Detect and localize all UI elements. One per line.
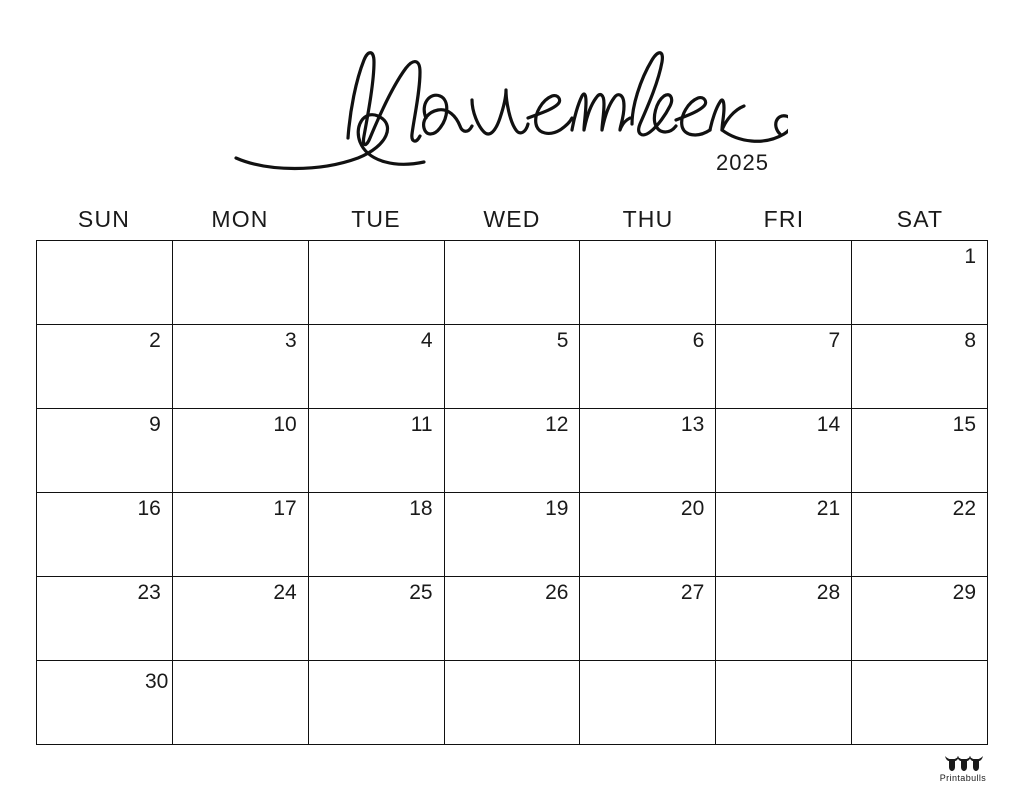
- day-number: 23: [137, 581, 161, 604]
- day-cell[interactable]: [445, 409, 581, 493]
- day-cell[interactable]: [309, 661, 445, 745]
- day-number: 1: [964, 245, 976, 268]
- day-cell[interactable]: [173, 325, 309, 409]
- day-cell[interactable]: [37, 577, 173, 661]
- day-cell[interactable]: [173, 241, 309, 325]
- day-cell[interactable]: [37, 493, 173, 577]
- day-cell[interactable]: [173, 577, 309, 661]
- day-cell[interactable]: [716, 241, 852, 325]
- day-number: 6: [692, 329, 705, 352]
- day-number: 27: [680, 581, 705, 604]
- bull-heads-icon: [928, 752, 998, 772]
- day-cell[interactable]: [445, 241, 581, 325]
- day-cell[interactable]: [445, 661, 581, 745]
- day-number: 21: [816, 497, 841, 520]
- day-cell[interactable]: [580, 577, 716, 661]
- page-title: [0, 18, 1024, 178]
- day-cell[interactable]: [309, 241, 445, 325]
- day-number: 20: [680, 497, 705, 520]
- day-number: 11: [410, 413, 433, 436]
- brand-logo: [928, 752, 998, 783]
- day-cell[interactable]: [716, 661, 852, 745]
- day-number: 18: [409, 497, 433, 520]
- weekday-header-sun: SUN: [77, 205, 131, 232]
- day-cell[interactable]: [852, 577, 988, 661]
- day-cell[interactable]: [309, 409, 445, 493]
- day-number: 10: [273, 413, 297, 436]
- day-cell[interactable]: [852, 409, 988, 493]
- day-cell[interactable]: [852, 325, 988, 409]
- day-number: 29: [952, 581, 976, 604]
- day-number: 2: [149, 329, 161, 352]
- day-cell[interactable]: [445, 577, 581, 661]
- day-number: 17: [273, 497, 297, 520]
- day-cell[interactable]: [580, 409, 716, 493]
- weekday-header-sat: SAT: [896, 205, 944, 232]
- day-number: 9: [149, 413, 161, 436]
- day-number: 12: [545, 413, 569, 436]
- day-cell[interactable]: [580, 241, 716, 325]
- day-cell[interactable]: [37, 409, 173, 493]
- day-cell[interactable]: [309, 325, 445, 409]
- day-number: 26: [545, 581, 569, 604]
- day-cell[interactable]: [580, 661, 716, 745]
- weekday-header-row: [36, 198, 988, 240]
- weekday-header-fri: FRI: [763, 205, 805, 232]
- weekday-header-thu: THU: [622, 205, 674, 232]
- day-number: 15: [952, 413, 976, 436]
- day-number: 19: [545, 497, 569, 520]
- brand-name: Printabulls: [939, 773, 987, 783]
- day-cell[interactable]: [852, 661, 988, 745]
- day-cell[interactable]: [37, 661, 173, 745]
- day-number: 14: [816, 413, 841, 436]
- year-label: 2025: [716, 150, 769, 175]
- day-number: 4: [420, 329, 433, 352]
- day-cell[interactable]: [309, 493, 445, 577]
- weekday-header-tue: TUE: [351, 205, 401, 232]
- day-number: 25: [409, 581, 433, 604]
- day-cell[interactable]: [445, 493, 581, 577]
- weekday-header-mon: MON: [211, 205, 269, 232]
- weekday-header-wed: WED: [483, 205, 541, 232]
- day-cell[interactable]: [37, 241, 173, 325]
- day-number: 24: [273, 581, 297, 604]
- day-number: 7: [828, 329, 841, 352]
- day-cell[interactable]: [852, 241, 988, 325]
- calendar-grid: [36, 240, 988, 745]
- day-cell[interactable]: [309, 577, 445, 661]
- day-number: 16: [137, 497, 161, 520]
- day-cell[interactable]: [445, 325, 581, 409]
- day-number: 5: [556, 329, 569, 352]
- day-cell[interactable]: [173, 409, 309, 493]
- month-title-script: [228, 26, 788, 176]
- day-number: 22: [952, 497, 976, 520]
- day-cell[interactable]: [716, 325, 852, 409]
- day-number: 30: [145, 670, 169, 693]
- day-cell[interactable]: [173, 661, 309, 745]
- day-cell[interactable]: [716, 577, 852, 661]
- day-cell[interactable]: [37, 325, 173, 409]
- day-number: 28: [816, 581, 841, 604]
- day-cell[interactable]: [580, 493, 716, 577]
- day-number: 8: [964, 329, 976, 352]
- day-cell[interactable]: [852, 493, 988, 577]
- day-cell[interactable]: [716, 493, 852, 577]
- day-cell[interactable]: [580, 325, 716, 409]
- day-cell[interactable]: [716, 409, 852, 493]
- day-number: 3: [285, 329, 297, 352]
- day-number: 13: [680, 413, 705, 436]
- day-cell[interactable]: [173, 493, 309, 577]
